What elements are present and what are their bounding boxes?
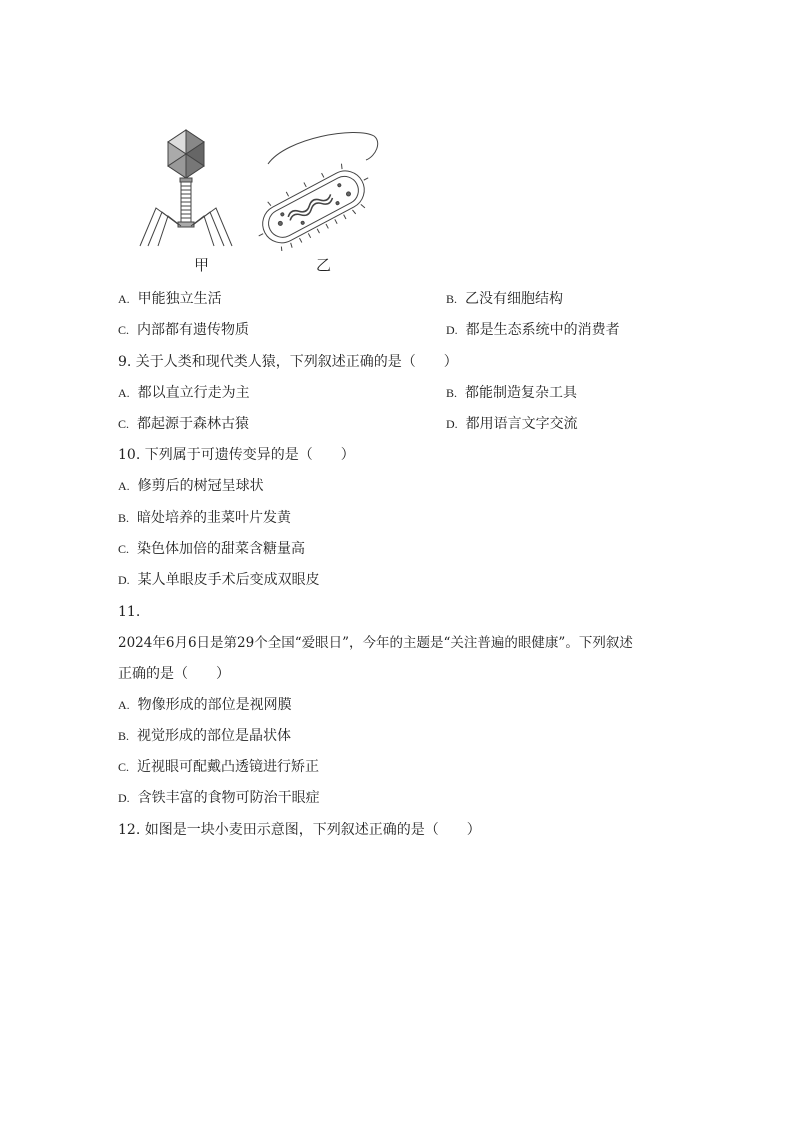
q8-option-a bbox=[118, 289, 222, 309]
option-letter: D. bbox=[446, 323, 458, 337]
option-letter: C. bbox=[118, 323, 130, 337]
q10-stem: 10. 下列属于可遗传变异的是（ ） bbox=[118, 447, 355, 463]
q11-stem-line2: 正确的是（ ） bbox=[118, 666, 230, 682]
q8-option-c bbox=[118, 320, 249, 340]
q8-option-b bbox=[446, 289, 563, 309]
option-text: 修剪后的树冠呈球状 bbox=[137, 478, 264, 494]
bacteriophage-drawing bbox=[140, 130, 232, 246]
option-text: 都以直立行走为主 bbox=[137, 385, 250, 401]
option-letter: A. bbox=[118, 479, 130, 493]
q9-stem: 9. 关于人类和现代类人猿，下列叙述正确的是（ ） bbox=[118, 354, 458, 370]
figure-label-yi: 乙 bbox=[316, 256, 332, 274]
q9-option-d bbox=[446, 414, 578, 434]
q11-option-c bbox=[118, 757, 319, 777]
option-letter: B. bbox=[118, 511, 130, 525]
q11-stem-line1: 2024年6月6日是第29个全国“爱眼日”，今年的主题是“关注普遍的眼健康”。下列叙述 bbox=[118, 635, 633, 651]
q11-option-a bbox=[118, 695, 292, 715]
option-letter: D. bbox=[118, 573, 130, 587]
q9-option-c bbox=[118, 414, 249, 434]
option-text: 含铁丰富的食物可防治干眼症 bbox=[137, 790, 320, 806]
option-letter: B. bbox=[446, 292, 458, 306]
option-letter: D. bbox=[118, 791, 130, 805]
bacterium-drawing bbox=[247, 132, 381, 251]
q9-option-a bbox=[118, 383, 250, 403]
option-letter: B. bbox=[118, 729, 130, 743]
q11-option-b bbox=[118, 726, 291, 746]
option-text: 都能制造复杂工具 bbox=[465, 385, 578, 401]
q12-stem: 12. 如图是一块小麦田示意图，下列叙述正确的是（ ） bbox=[118, 822, 481, 838]
option-text: 物像形成的部位是视网膜 bbox=[137, 697, 292, 713]
option-text: 暗处培养的韭菜叶片发黄 bbox=[137, 510, 292, 526]
option-text: 视觉形成的部位是晶状体 bbox=[137, 728, 292, 744]
bacteriophage-and-bacterium-illustration bbox=[136, 126, 386, 251]
q10-option-b bbox=[118, 508, 291, 528]
option-text: 甲能独立生活 bbox=[137, 291, 222, 307]
option-text: 某人单眼皮手术后变成双眼皮 bbox=[137, 572, 320, 588]
option-text: 近视眼可配戴凸透镜进行矫正 bbox=[137, 759, 320, 775]
option-text: 染色体加倍的甜菜含糖量高 bbox=[137, 541, 306, 557]
q11-number: 11. bbox=[118, 604, 141, 620]
option-text: 都起源于森林古猿 bbox=[137, 416, 250, 432]
question-figure bbox=[136, 126, 386, 276]
option-letter: B. bbox=[446, 386, 458, 400]
option-text: 都是生态系统中的消费者 bbox=[465, 322, 620, 338]
option-letter: C. bbox=[118, 542, 130, 556]
option-text: 乙没有细胞结构 bbox=[465, 291, 564, 307]
option-letter: A. bbox=[118, 386, 130, 400]
q9-option-b bbox=[446, 383, 577, 403]
option-letter: A. bbox=[118, 292, 130, 306]
q10-option-d bbox=[118, 570, 320, 590]
q11-option-d bbox=[118, 788, 320, 808]
q8-option-d bbox=[446, 320, 620, 340]
figure-label-jia: 甲 bbox=[194, 256, 210, 274]
option-text: 内部都有遗传物质 bbox=[137, 322, 250, 338]
option-letter: C. bbox=[118, 760, 130, 774]
option-letter: C. bbox=[118, 417, 130, 431]
option-letter: D. bbox=[446, 417, 458, 431]
q10-option-a bbox=[118, 476, 264, 496]
q10-option-c bbox=[118, 539, 305, 559]
option-text: 都用语言文字交流 bbox=[465, 416, 578, 432]
option-letter: A. bbox=[118, 698, 130, 712]
